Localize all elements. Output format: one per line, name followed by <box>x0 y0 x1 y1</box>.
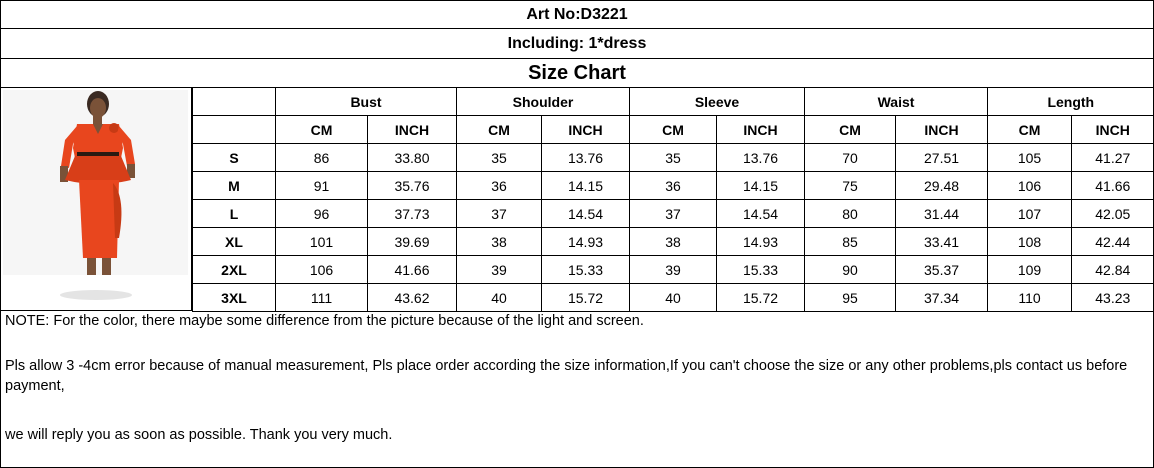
size-label: 2XL <box>193 256 276 284</box>
unit-header: INCH <box>542 116 630 144</box>
table-cell: 14.54 <box>717 200 805 228</box>
unit-header: INCH <box>717 116 805 144</box>
table-cell: 101 <box>276 228 368 256</box>
unit-header: INCH <box>1072 116 1154 144</box>
product-photo <box>1 88 192 311</box>
table-cell: 15.72 <box>717 284 805 312</box>
size-label: 3XL <box>193 284 276 312</box>
table-cell: 37 <box>457 200 542 228</box>
table-cell: 14.93 <box>542 228 630 256</box>
table-cell: 40 <box>630 284 717 312</box>
dress-model-image <box>1 88 191 310</box>
corner-cell <box>193 116 276 144</box>
table-cell: 41.66 <box>1072 172 1154 200</box>
table-row <box>193 284 1154 312</box>
table-cell: 41.66 <box>368 256 457 284</box>
note-measurement: Pls allow 3 -4cm error because of manual measurement, Pls place order according the size information,If you can't choose the size or any other problems,pls contact us before payment, <box>5 358 1128 394</box>
table-cell: 14.54 <box>542 200 630 228</box>
table-cell: 42.44 <box>1072 228 1154 256</box>
table-cell: 38 <box>630 228 717 256</box>
unit-header: CM <box>276 116 368 144</box>
table-cell: 39.69 <box>368 228 457 256</box>
table-cell: 43.62 <box>368 284 457 312</box>
measure-header: Shoulder <box>457 88 630 116</box>
table-cell: 85 <box>805 228 896 256</box>
table-cell: 42.05 <box>1072 200 1154 228</box>
table-cell: 42.84 <box>1072 256 1154 284</box>
unit-header: CM <box>630 116 717 144</box>
table-cell: 35.37 <box>896 256 988 284</box>
table-cell: 40 <box>457 284 542 312</box>
table-cell: 13.76 <box>542 144 630 172</box>
table-cell: 91 <box>276 172 368 200</box>
table-cell: 95 <box>805 284 896 312</box>
table-cell: 35.76 <box>368 172 457 200</box>
table-cell: 38 <box>457 228 542 256</box>
table-cell: 41.27 <box>1072 144 1154 172</box>
table-cell: 14.93 <box>717 228 805 256</box>
table-cell: 35 <box>630 144 717 172</box>
size-label: M <box>193 172 276 200</box>
table-cell: 109 <box>988 256 1072 284</box>
table-cell: 15.33 <box>542 256 630 284</box>
table-row <box>193 144 1154 172</box>
unit-header: CM <box>805 116 896 144</box>
table-cell: 86 <box>276 144 368 172</box>
size-table <box>192 88 1154 312</box>
measure-header: Bust <box>276 88 457 116</box>
table-cell: 111 <box>276 284 368 312</box>
unit-header: CM <box>988 116 1072 144</box>
table-cell: 27.51 <box>896 144 988 172</box>
measure-header: Waist <box>805 88 988 116</box>
table-cell: 14.15 <box>542 172 630 200</box>
table-cell: 39 <box>630 256 717 284</box>
table-cell: 15.72 <box>542 284 630 312</box>
table-cell: 70 <box>805 144 896 172</box>
unit-header: INCH <box>896 116 988 144</box>
table-cell: 106 <box>988 172 1072 200</box>
table-cell: 36 <box>457 172 542 200</box>
measure-header-row <box>193 88 1154 116</box>
art-number: Art No:D3221 <box>1 1 1153 29</box>
table-row <box>193 228 1154 256</box>
table-cell: 80 <box>805 200 896 228</box>
table-row <box>193 200 1154 228</box>
table-cell: 96 <box>276 200 368 228</box>
table-row <box>193 172 1154 200</box>
table-cell: 33.80 <box>368 144 457 172</box>
table-cell: 37.73 <box>368 200 457 228</box>
table-cell: 39 <box>457 256 542 284</box>
table-cell: 15.33 <box>717 256 805 284</box>
table-cell: 13.76 <box>717 144 805 172</box>
table-cell: 108 <box>988 228 1072 256</box>
table-cell: 29.48 <box>896 172 988 200</box>
table-cell: 110 <box>988 284 1072 312</box>
table-cell: 33.41 <box>896 228 988 256</box>
table-cell: 105 <box>988 144 1072 172</box>
table-cell: 37 <box>630 200 717 228</box>
table-cell: 35 <box>457 144 542 172</box>
note-color: NOTE: For the color, there maybe some difference from the picture because of the light and screen. <box>5 313 644 329</box>
unit-header-row <box>193 116 1154 144</box>
table-cell: 106 <box>276 256 368 284</box>
measure-header: Length <box>988 88 1154 116</box>
unit-header: CM <box>457 116 542 144</box>
measure-header: Sleeve <box>630 88 805 116</box>
table-cell: 107 <box>988 200 1072 228</box>
table-cell: 75 <box>805 172 896 200</box>
table-row <box>193 256 1154 284</box>
size-label: XL <box>193 228 276 256</box>
size-label: L <box>193 200 276 228</box>
size-label: S <box>193 144 276 172</box>
table-cell: 37.34 <box>896 284 988 312</box>
unit-header: INCH <box>368 116 457 144</box>
table-cell: 31.44 <box>896 200 988 228</box>
note-reply: we will reply you as soon as possible. Thank you very much. <box>5 427 393 443</box>
corner-cell <box>193 88 276 116</box>
table-cell: 90 <box>805 256 896 284</box>
chart-title: Size Chart <box>1 59 1153 88</box>
table-cell: 43.23 <box>1072 284 1154 312</box>
table-cell: 14.15 <box>717 172 805 200</box>
table-cell: 36 <box>630 172 717 200</box>
package-contents: Including: 1*dress <box>1 29 1153 59</box>
